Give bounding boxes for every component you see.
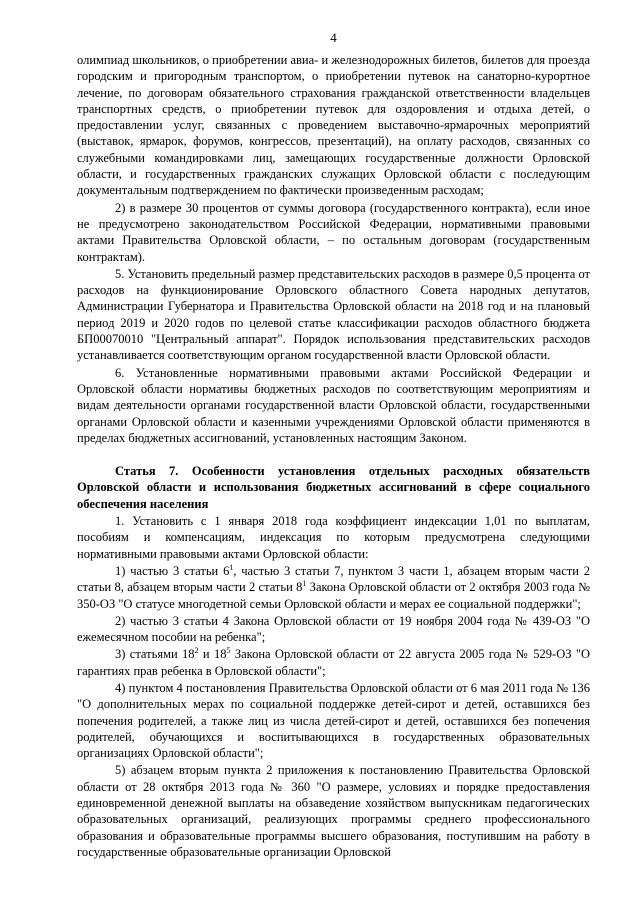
paragraph-5: 5. Установить предельный размер представительских расходов в размере 0,5 процента от расходов на функционирование Орловского областного Совета народных депутатов, Администрации Губернатора и Правительства Орловской области на 2018 год и на плановый период 2019 и 2020 годов по целевой статье классификации расходов областного бюджета БП00070010 "Центральный аппарат". Порядок использования представительских расходов устанавливается соответствующим органом государственной власти Орловской области. (77, 266, 590, 363)
paragraph-6: 6. Установленные нормативными правовыми актами Российской Федерации и Орловской области нормативы бюджетных расходов по соответствующим мероприятиям и видам деятельности органами государственной власти Орловской области, государственными органами Орловской области и казенными учреждениями Орловской области применяются в пределах бюджетных ассигнований, установленных настоящим Законом. (77, 365, 590, 445)
paragraph-item-2: 2) в размере 30 процентов от суммы договора (государственного контракта), если иное не предусмотрено законодательством Российской Федерации, нормативными правовыми актами Правительства Орловской области, – по остальным договорам (государственным контрактам). (77, 200, 590, 264)
list-item-1-text-a: 1) частью 3 статьи 6 (115, 563, 230, 578)
list-item-1-text-c: Закона Орловской области от 2 октября 2003 года № 350-ОЗ "О статусе многодетной семьи Орловской области и мерах ее социальной поддержки"; (77, 580, 590, 611)
list-item-3-text-c: Закона Орловской области от 22 августа 2005 года № 529-ОЗ "О гарантиях прав ребенка в Орловской области"; (77, 647, 590, 678)
list-item-4: 4) пунктом 4 постановления Правительства Орловской области от 6 мая 2011 года № 136 "О дополнительных мерах по социальной поддержке детей-сирот и детей, оставшихся без попечения родителей, а также лиц из числа детей-сирот и детей, оставшихся без попечения родителей, обучающихся и воспитывающихся в государственных образовательных организациях Орловской области"; (77, 680, 590, 761)
superscript: 1 (229, 562, 234, 572)
page-number: 4 (330, 30, 337, 45)
list-item-2: 2) частью 3 статьи 4 Закона Орловской области от 19 ноября 2004 года № 439-ОЗ "О ежемесячном пособии на ребенка"; (77, 613, 590, 645)
list-item-3-text-a: 3) статьями 18 (115, 647, 195, 662)
list-item-3-text-b: и 18 (198, 647, 227, 662)
article-7-heading: Статья 7. Особенности установления отдельных расходных обязательств Орловской области и использования бюджетных ассигнований в сфере социального обеспечения населения (77, 464, 590, 511)
article-7-paragraph-1: 1. Установить с 1 января 2018 года коэффициент индексации 1,01 по выплатам, пособиям и компенсациям, индексация по которым предусмотрена следующими нормативными правовыми актами Орловской области: (77, 514, 590, 561)
superscript: 5 (226, 646, 231, 656)
list-item-3 (77, 646, 590, 679)
superscript: 2 (194, 646, 199, 656)
paragraph-continued: олимпиад школьников, о приобретении авиа- и железнодорожных билетов, билетов для проезда городским и пригородным транспортом, о приобретении путевок на санаторно-курортное лечение, по договорам обязательного страхования гражданской ответственности владельцев транспортных средств, о приобретении путевок для оздоровления и отдыха детей, о предоставлении услуг, связанных с проведением выставочно-ярмарочных мероприятий (выставок, ярмарок, форумов, конгрессов, презентаций), на оплату расходов, связанных со служебными командировками лиц, замещающих государственные должности Орловской области, и государственных гражданских служащих Орловской области с последующим документальным подтверждением по фактически произведенным расходам; (77, 53, 590, 198)
superscript: 1 (302, 579, 307, 589)
list-item-1 (77, 563, 590, 612)
list-item-1-text-b: , частью 3 статьи 7, пунктом 3 части 1, абзацем вторым части 2 статьи 8, абзацем вторым части 2 статьи 8 (77, 563, 590, 595)
list-item-5: 5) абзацем вторым пункта 2 приложения к постановлению Правительства Орловской области от 28 октября 2013 года № 360 "О размере, условиях и порядке предоставления единовременной денежной выплаты на обзаведение хозяйством выпускникам педагогических образовательных организаций, реализующих программы среднего профессионального образования и образовательные программы высшего образования, поступившим на работу в государственные образовательные организации Орловской (77, 763, 590, 859)
